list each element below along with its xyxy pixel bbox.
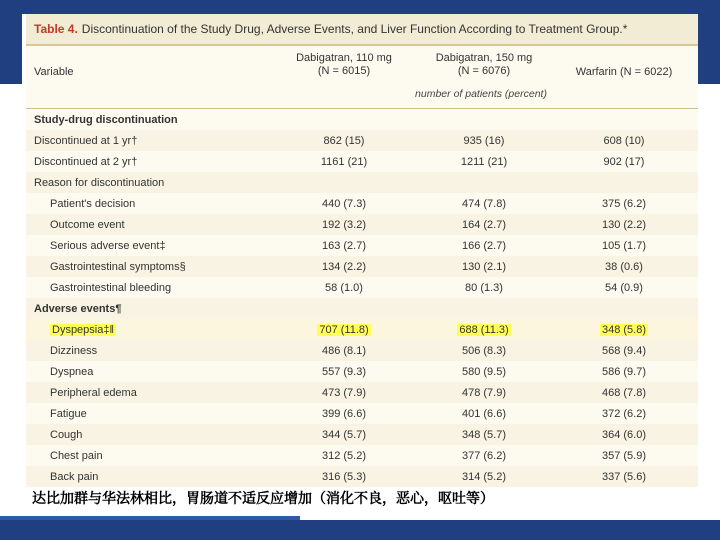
row-value-col2: 474 (7.8) <box>461 197 507 210</box>
row-value-col1: 192 (3.2) <box>321 218 367 231</box>
row-label-highlight: Dyspepsia‡‖ <box>52 323 115 336</box>
header-variable: Variable <box>34 66 74 78</box>
row-value-col1: 316 (5.3) <box>321 470 367 483</box>
header-col1-line1: Dabigatran, 110 mg <box>296 52 392 64</box>
table-row <box>26 151 698 172</box>
row-value-col2: 130 (2.1) <box>461 260 507 273</box>
row-value-col2: 314 (5.2) <box>461 470 507 483</box>
row-value-col3: 375 (6.2) <box>601 197 647 210</box>
table-row <box>26 277 698 298</box>
row-value-col1: 1161 (21) <box>320 155 368 168</box>
row-value-col3 <box>554 324 694 336</box>
row-label: Fatigue <box>50 407 87 420</box>
row-value-col1: 134 (2.2) <box>321 260 367 273</box>
row-value-col1 <box>274 324 414 336</box>
table-row <box>26 466 698 487</box>
row-value-col3: 130 (2.2) <box>601 218 647 231</box>
row-label: Gastrointestinal symptoms§ <box>50 260 186 273</box>
table-row <box>26 256 698 277</box>
row-label: Back pain <box>50 470 99 483</box>
row-label: Peripheral edema <box>50 386 137 399</box>
table-title-text: Discontinuation of the Study Drug, Adverse Events, and Liver Function According to Treatment Group.* <box>81 22 628 36</box>
slide-top-bar <box>0 0 720 14</box>
slide-left-bar <box>0 14 22 84</box>
row-value-col3: 468 (7.8) <box>601 386 647 399</box>
row-value-col2: 478 (7.9) <box>461 386 507 399</box>
row-value-col2: 580 (9.5) <box>461 365 507 378</box>
row-value-col1: 344 (5.7) <box>321 428 367 441</box>
header-col2-line1: Dabigatran, 150 mg <box>435 52 533 64</box>
table-row <box>26 319 698 340</box>
row-value-col2: 935 (16) <box>463 134 505 147</box>
row-label: Study-drug discontinuation <box>34 113 178 126</box>
row-value-col2: 1211 (21) <box>460 155 508 168</box>
row-value-col3: 357 (5.9) <box>601 449 647 462</box>
row-value-col3: 568 (9.4) <box>601 344 647 357</box>
row-label: Reason for discontinuation <box>34 176 165 189</box>
row-value-col2: 401 (6.6) <box>461 407 507 420</box>
row-value-col1: 473 (7.9) <box>321 386 367 399</box>
header-dabigatran-110 <box>274 52 414 78</box>
table-header <box>26 46 698 109</box>
row-label: Chest pain <box>50 449 103 462</box>
row-label: Discontinued at 2 yr† <box>34 155 138 168</box>
row-value-col3: 105 (1.7) <box>601 239 647 252</box>
table-row <box>26 424 698 445</box>
row-label <box>26 324 274 336</box>
table-row <box>26 235 698 256</box>
header-col3-line1: Warfarin (N = 6022) <box>575 66 673 78</box>
row-value-col3: 54 (0.9) <box>605 281 643 294</box>
table-panel <box>26 14 698 483</box>
header-warfarin <box>554 66 694 79</box>
table-number: Table 4. <box>34 22 78 36</box>
row-value-col1: 58 (1.0) <box>325 281 363 294</box>
row-value-col1: 440 (7.3) <box>321 197 367 210</box>
slide-right-bar <box>698 14 720 84</box>
row-label: Dizziness <box>50 344 98 357</box>
table-row <box>26 403 698 424</box>
row-value-col1: 312 (5.2) <box>321 449 367 462</box>
header-dabigatran-150 <box>414 52 554 78</box>
row-label: Outcome event <box>50 218 125 231</box>
row-value-col2: 348 (5.7) <box>461 428 507 441</box>
row-value-highlight: 348 (5.8) <box>601 323 647 336</box>
row-value-col3: 902 (17) <box>603 155 645 168</box>
table-row <box>26 193 698 214</box>
table-body <box>26 109 698 487</box>
row-label: Serious adverse event‡ <box>50 239 166 252</box>
row-value-highlight: 707 (11.8) <box>319 323 369 336</box>
row-value-col1: 486 (8.1) <box>321 344 367 357</box>
row-label: Discontinued at 1 yr† <box>34 134 138 147</box>
row-value-col2: 166 (2.7) <box>461 239 507 252</box>
row-value-col3: 364 (6.0) <box>601 428 647 441</box>
row-value-col3: 372 (6.2) <box>601 407 647 420</box>
row-value-col3: 38 (0.6) <box>605 260 643 273</box>
table-row <box>26 214 698 235</box>
row-value-col2: 506 (8.3) <box>461 344 507 357</box>
row-value-col1: 557 (9.3) <box>321 365 367 378</box>
table-row <box>26 361 698 382</box>
row-value-col2: 164 (2.7) <box>461 218 507 231</box>
slide-caption: 达比加群与华法林相比，胃肠道不适反应增加（消化不良，恶心，呕吐等） <box>32 491 494 507</box>
row-value-highlight: 688 (11.3) <box>459 323 509 336</box>
table-title <box>26 14 698 46</box>
row-label: Dyspnea <box>50 365 94 378</box>
table-row <box>26 298 698 319</box>
row-label: Cough <box>50 428 83 441</box>
row-value-col1: 163 (2.7) <box>321 239 367 252</box>
table-row <box>26 382 698 403</box>
table-row <box>26 445 698 466</box>
header-col1-line2: (N = 6015) <box>317 65 371 77</box>
row-label: Patient's decision <box>50 197 136 210</box>
row-label: Adverse events¶ <box>34 302 122 315</box>
table-row <box>26 340 698 361</box>
table-row <box>26 130 698 151</box>
row-value-col2 <box>414 324 554 336</box>
header-subnote: number of patients (percent) <box>415 88 547 100</box>
row-value-col2: 80 (1.3) <box>465 281 503 294</box>
row-label: Gastrointestinal bleeding <box>50 281 172 294</box>
row-value-col3: 337 (5.6) <box>601 470 647 483</box>
header-col2-line2: (N = 6076) <box>457 65 511 77</box>
row-value-col3: 608 (10) <box>603 134 645 147</box>
table-row <box>26 109 698 130</box>
row-value-col3: 586 (9.7) <box>601 365 647 378</box>
row-value-col2: 377 (6.2) <box>461 449 507 462</box>
row-value-col1: 862 (15) <box>323 134 365 147</box>
table-row <box>26 172 698 193</box>
row-value-col1: 399 (6.6) <box>321 407 367 420</box>
slide-bottom-bar <box>0 520 720 540</box>
